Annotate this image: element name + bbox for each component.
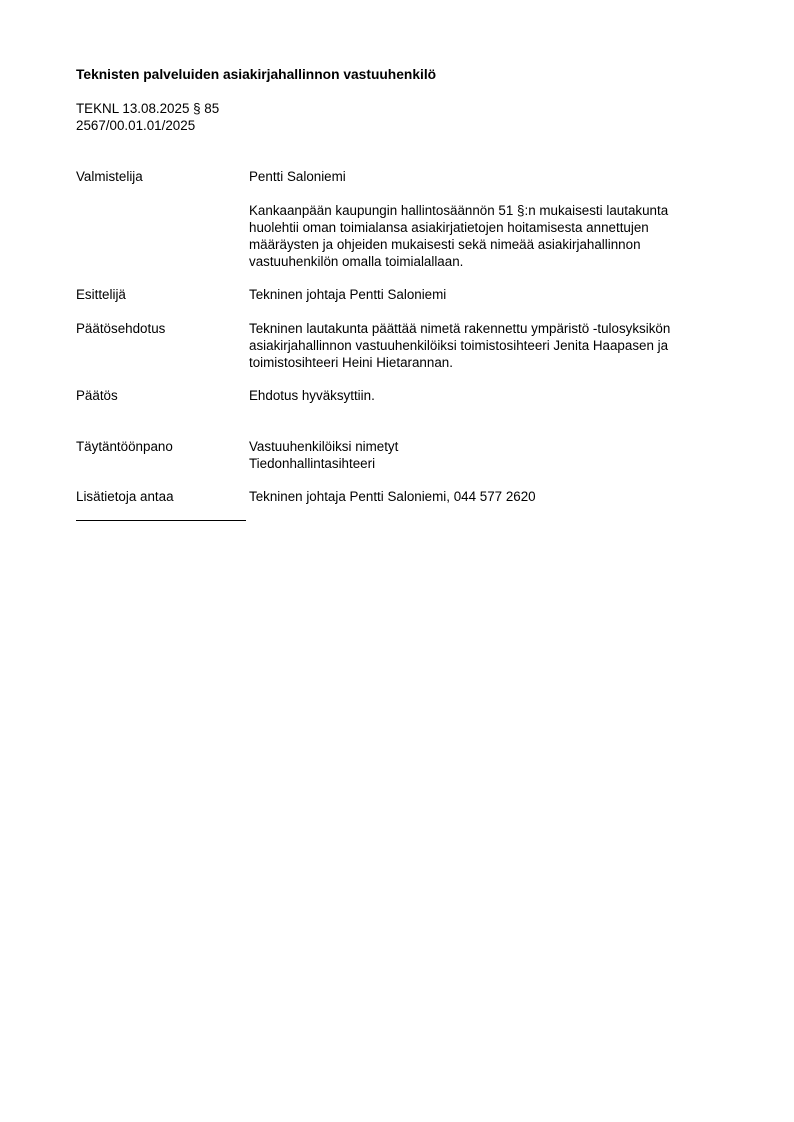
description-line: huolehtii oman toimialansa asiakirjatietojen hoitamisesta annettujen bbox=[249, 220, 649, 235]
proposal-line: asiakirjahallinnon vastuuhenkilöiksi toimistosihteeri Jenita Haapasen ja bbox=[249, 338, 669, 353]
implementation-text bbox=[249, 438, 715, 472]
description-line: määräysten ja ohjeiden mukaisesti sekä nimeää asiakirjahallinnon bbox=[249, 237, 641, 252]
implementation-line: Tiedonhallintasihteeri bbox=[249, 456, 376, 471]
record-id: 2567/00.01.01/2025 bbox=[76, 118, 196, 133]
preparer-value: Pentti Saloniemi bbox=[249, 169, 346, 184]
description-text bbox=[249, 202, 715, 270]
implementation-line: Vastuuhenkilöiksi nimetyt bbox=[249, 439, 399, 454]
meeting-reference: TEKNL 13.08.2025 § 85 bbox=[76, 101, 220, 116]
decision-value: Ehdotus hyväksyttiin. bbox=[249, 388, 375, 403]
divider bbox=[76, 520, 246, 521]
document-meta bbox=[76, 100, 219, 134]
proposal-line: toimistosihteeri Heini Hietarannan. bbox=[249, 355, 453, 370]
description-line: Kankaanpään kaupungin hallintosäännön 51 §:n mukaisesti lautakunta bbox=[249, 203, 669, 218]
implementation-label: Täytäntöönpano bbox=[76, 439, 173, 454]
description-line: vastuuhenkilön omalla toimialallaan. bbox=[249, 254, 464, 269]
more-info-value: Tekninen johtaja Pentti Saloniemi, 044 577 2620 bbox=[249, 489, 536, 504]
more-info-label: Lisätietoja antaa bbox=[76, 489, 174, 504]
proposal-line: Tekninen lautakunta päättää nimetä rakennettu ympäristö -tulosyksikön bbox=[249, 321, 671, 336]
presenter-value: Tekninen johtaja Pentti Saloniemi bbox=[249, 287, 447, 302]
presenter-label: Esittelijä bbox=[76, 287, 126, 302]
preparer-label: Valmistelija bbox=[76, 169, 143, 184]
proposal-text bbox=[249, 320, 715, 371]
page-title: Teknisten palveluiden asiakirjahallinnon vastuuhenkilö bbox=[76, 67, 437, 82]
proposal-label: Päätösehdotus bbox=[76, 321, 166, 336]
decision-label: Päätös bbox=[76, 388, 118, 403]
